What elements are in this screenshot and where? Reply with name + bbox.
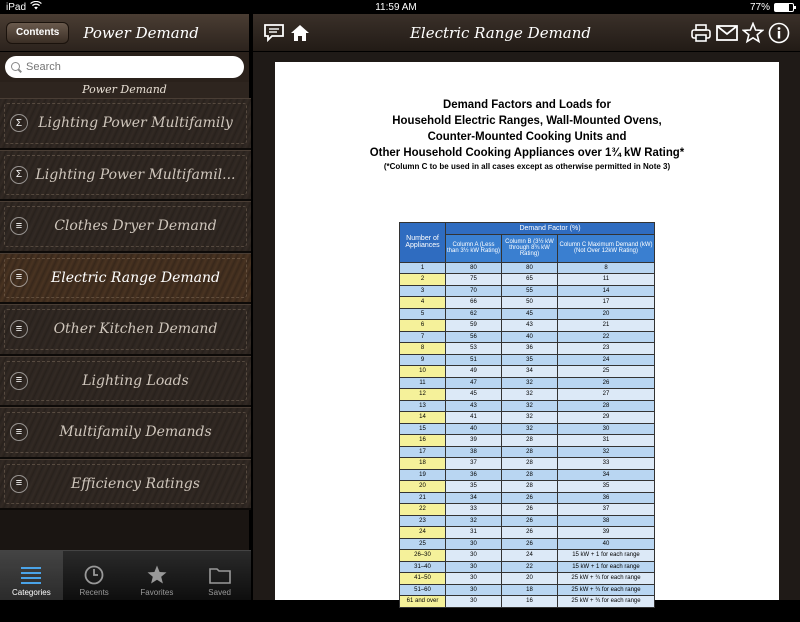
header-column-b: Column B (3½ kW through 8¾ kW Rating): [502, 234, 558, 262]
table-row: [400, 262, 655, 274]
comment-icon[interactable]: [261, 20, 287, 46]
list-icon: [20, 564, 42, 586]
favorite-star-icon[interactable]: [740, 20, 766, 46]
cell-column-b: 18: [502, 584, 558, 596]
cell-column-a: 59: [446, 320, 502, 332]
tab-label: Favorites: [140, 588, 174, 597]
tab-recents[interactable]: [63, 551, 126, 600]
cell-appliances: 51–60: [400, 584, 446, 596]
sidebar-item-label: Clothes Dryer Demand: [54, 218, 217, 235]
sidebar-item-label: Lighting Power Multifamily: [38, 115, 233, 132]
header-number: Number of Appliances: [400, 223, 446, 263]
cell-column-c: 26: [558, 377, 655, 389]
cell-column-c: 8: [558, 262, 655, 274]
cell-column-a: 30: [446, 584, 502, 596]
cell-column-c: 40: [558, 538, 655, 550]
cell-column-a: 53: [446, 343, 502, 355]
tab-favorites[interactable]: [126, 551, 189, 600]
cell-column-a: 70: [446, 285, 502, 297]
cell-appliances: 25: [400, 538, 446, 550]
cell-column-a: 36: [446, 469, 502, 481]
cell-appliances: 2: [400, 274, 446, 286]
cell-column-c: 21: [558, 320, 655, 332]
cell-column-c: 25 kW + ¾ for each range: [558, 596, 655, 608]
cell-appliances: 15: [400, 423, 446, 435]
cell-column-b: 32: [502, 423, 558, 435]
tab-label: Categories: [12, 588, 51, 597]
folder-icon: [209, 564, 231, 586]
cell-column-b: 32: [502, 377, 558, 389]
device-name: iPad: [6, 1, 27, 13]
demand-factor-table: [399, 222, 655, 608]
table-row: [400, 515, 655, 527]
cell-appliances: 24: [400, 527, 446, 539]
cell-column-b: 26: [502, 492, 558, 504]
header-column-c: Column C Maximum Demand (kW) (Not Over 12kW Rating): [558, 234, 655, 262]
info-icon[interactable]: [766, 20, 792, 46]
cell-column-b: 80: [502, 262, 558, 274]
cell-column-c: 15 kW + 1 for each range: [558, 550, 655, 562]
cell-appliances: 41–50: [400, 573, 446, 585]
cell-column-a: 75: [446, 274, 502, 286]
cell-column-b: 28: [502, 469, 558, 481]
sigma-icon: Σ: [10, 114, 28, 132]
table-row: [400, 504, 655, 516]
table-row: [400, 538, 655, 550]
title-line: Counter-Mounted Cooking Units and: [427, 129, 627, 143]
lines-icon: ≡: [10, 475, 28, 493]
table-row: [400, 400, 655, 412]
cell-column-c: 14: [558, 285, 655, 297]
cell-column-a: 62: [446, 308, 502, 320]
cell-column-b: 50: [502, 297, 558, 309]
cell-appliances: 17: [400, 446, 446, 458]
cell-appliances: 9: [400, 354, 446, 366]
cell-column-c: 39: [558, 527, 655, 539]
lines-icon: ≡: [10, 217, 28, 235]
title-line: Other Household Cooking Appliances over 1¾ kW Rating*: [369, 145, 685, 159]
sidebar-item-6[interactable]: [0, 407, 251, 459]
cell-column-b: 32: [502, 400, 558, 412]
table-row: [400, 596, 655, 608]
table-row: [400, 389, 655, 401]
sidebar-title: Power Demand: [83, 23, 199, 42]
cell-column-c: 15 kW + 1 for each range: [558, 561, 655, 573]
sidebar-header: [0, 14, 249, 52]
cell-column-c: 30: [558, 423, 655, 435]
cell-column-c: 24: [558, 354, 655, 366]
cell-appliances: 10: [400, 366, 446, 378]
cell-column-a: 30: [446, 596, 502, 608]
status-left: [6, 1, 42, 13]
cell-column-b: 35: [502, 354, 558, 366]
cell-column-c: 31: [558, 435, 655, 447]
tab-label: Saved: [208, 588, 231, 597]
tab-saved[interactable]: [188, 551, 251, 600]
cell-column-a: 47: [446, 377, 502, 389]
tab-categories[interactable]: [0, 551, 63, 600]
cell-column-a: 30: [446, 561, 502, 573]
cell-appliances: 5: [400, 308, 446, 320]
tab-bar: [0, 550, 251, 600]
mail-icon[interactable]: [714, 20, 740, 46]
cell-appliances: 61 and over: [400, 596, 446, 608]
sidebar-item-label: Lighting Loads: [82, 372, 189, 389]
cell-column-b: 26: [502, 527, 558, 539]
table-row: [400, 285, 655, 297]
sidebar-item-label: Efficiency Ratings: [71, 475, 200, 492]
cell-column-b: 45: [502, 308, 558, 320]
search-bar: [0, 52, 249, 82]
lines-icon: ≡: [10, 320, 28, 338]
toolbar: [253, 14, 800, 52]
battery-icon: [774, 3, 794, 12]
cell-column-b: 32: [502, 389, 558, 401]
cell-column-b: 26: [502, 538, 558, 550]
cell-column-a: 34: [446, 492, 502, 504]
cell-column-a: 49: [446, 366, 502, 378]
cell-column-a: 39: [446, 435, 502, 447]
cell-column-a: 56: [446, 331, 502, 343]
table-row: [400, 354, 655, 366]
table-row: [400, 481, 655, 493]
cell-column-b: 32: [502, 412, 558, 424]
sidebar-item-3[interactable]: [0, 253, 251, 305]
header-column-a: Column A (Less than 3½ kW Rating): [446, 234, 502, 262]
cell-appliances: 18: [400, 458, 446, 470]
cell-column-c: 32: [558, 446, 655, 458]
cell-column-c: 20: [558, 308, 655, 320]
cell-appliances: 12: [400, 389, 446, 401]
cell-column-c: 34: [558, 469, 655, 481]
cell-column-b: 20: [502, 573, 558, 585]
cell-column-c: 33: [558, 458, 655, 470]
cell-column-b: 43: [502, 320, 558, 332]
cell-column-c: 27: [558, 389, 655, 401]
table-row: [400, 573, 655, 585]
battery-percent: 77%: [749, 1, 770, 13]
cell-column-c: 29: [558, 412, 655, 424]
cell-column-a: 32: [446, 515, 502, 527]
cell-appliances: 16: [400, 435, 446, 447]
cell-column-a: 37: [446, 458, 502, 470]
table-row: [400, 308, 655, 320]
cell-column-c: 23: [558, 343, 655, 355]
document-title: [288, 96, 767, 160]
cell-column-a: 30: [446, 538, 502, 550]
lines-icon: ≡: [10, 269, 28, 287]
table-row: [400, 366, 655, 378]
document-subtitle: (*Column C to be used in all cases except as otherwise permitted in Note 3): [383, 162, 671, 171]
status-bar: [0, 0, 800, 14]
sidebar-item-label: Multifamily Demands: [59, 424, 212, 441]
cell-column-a: 38: [446, 446, 502, 458]
cell-column-a: 33: [446, 504, 502, 516]
search-box[interactable]: [5, 56, 244, 78]
table-body: [400, 262, 655, 607]
battery-fill: [775, 4, 789, 11]
table-row: [400, 446, 655, 458]
cell-column-c: 11: [558, 274, 655, 286]
cell-column-b: 34: [502, 366, 558, 378]
home-icon[interactable]: [287, 20, 313, 46]
cell-column-c: 25 kW + ¾ for each range: [558, 584, 655, 596]
cell-column-b: 28: [502, 435, 558, 447]
cell-appliances: 4: [400, 297, 446, 309]
cell-column-c: 28: [558, 400, 655, 412]
sidebar-menu: [0, 98, 251, 510]
cell-column-a: 43: [446, 400, 502, 412]
cell-column-b: 26: [502, 515, 558, 527]
table-row: [400, 561, 655, 573]
header-demand-factor: Demand Factor (%): [446, 223, 655, 235]
sidebar-item-4[interactable]: [0, 304, 251, 356]
table-row: [400, 297, 655, 309]
cell-column-b: 22: [502, 561, 558, 573]
lines-icon: ≡: [10, 372, 28, 390]
cell-column-a: 40: [446, 423, 502, 435]
table-row: [400, 274, 655, 286]
cell-column-a: 30: [446, 550, 502, 562]
sidebar-item-7[interactable]: [0, 459, 251, 511]
cell-column-a: 66: [446, 297, 502, 309]
search-icon: [11, 62, 22, 73]
cell-column-b: 16: [502, 596, 558, 608]
clock-icon: [83, 564, 105, 586]
sidebar-item-2[interactable]: [0, 201, 251, 253]
table-row: [400, 320, 655, 332]
document-viewer[interactable]: [253, 52, 800, 622]
cell-column-b: 40: [502, 331, 558, 343]
cell-appliances: 31–40: [400, 561, 446, 573]
sidebar-item-label: Electric Range Demand: [51, 269, 220, 286]
table-row: [400, 527, 655, 539]
cell-column-a: 51: [446, 354, 502, 366]
cell-appliances: 22: [400, 504, 446, 516]
cell-column-a: 80: [446, 262, 502, 274]
cell-column-b: 65: [502, 274, 558, 286]
print-icon[interactable]: [688, 20, 714, 46]
cell-appliances: 7: [400, 331, 446, 343]
title-line: Demand Factors and Loads for: [443, 97, 611, 111]
cell-appliances: 11: [400, 377, 446, 389]
section-label: Power Demand: [0, 82, 249, 98]
notes-label: NOTES:: [353, 616, 376, 622]
cell-column-c: 37: [558, 504, 655, 516]
cell-column-b: 55: [502, 285, 558, 297]
cell-appliances: 3: [400, 285, 446, 297]
cell-column-c: 35: [558, 481, 655, 493]
table-row: [400, 469, 655, 481]
cell-column-a: 45: [446, 389, 502, 401]
sigma-icon: Σ: [10, 166, 28, 184]
cell-column-c: 17: [558, 297, 655, 309]
document-page: [275, 62, 779, 605]
cell-column-b: 28: [502, 446, 558, 458]
table-row: [400, 412, 655, 424]
sidebar-item-1[interactable]: [0, 150, 251, 202]
cell-column-a: 30: [446, 573, 502, 585]
cell-column-b: 28: [502, 481, 558, 493]
cell-column-c: 22: [558, 331, 655, 343]
cell-appliances: 1: [400, 262, 446, 274]
cell-appliances: 13: [400, 400, 446, 412]
star-icon: [146, 564, 168, 586]
cell-appliances: 6: [400, 320, 446, 332]
cell-appliances: 20: [400, 481, 446, 493]
cell-appliances: 19: [400, 469, 446, 481]
cell-column-c: 25: [558, 366, 655, 378]
cell-column-a: 35: [446, 481, 502, 493]
sidebar-item-label: Other Kitchen Demand: [53, 321, 218, 338]
table-row: [400, 458, 655, 470]
cell-appliances: 14: [400, 412, 446, 424]
main-panel: [253, 14, 800, 622]
cell-appliances: 26–30: [400, 550, 446, 562]
cell-column-a: 31: [446, 527, 502, 539]
cell-column-b: 28: [502, 458, 558, 470]
sidebar-item-5[interactable]: [0, 356, 251, 408]
cell-column-a: 41: [446, 412, 502, 424]
table-row: [400, 377, 655, 389]
page-title: Electric Range Demand: [409, 23, 591, 42]
table-row: [400, 423, 655, 435]
cell-appliances: 8: [400, 343, 446, 355]
contents-button[interactable]: Contents: [6, 22, 69, 44]
title-line: Household Electric Ranges, Wall-Mounted Ovens,: [392, 113, 662, 127]
cell-column-c: 38: [558, 515, 655, 527]
lines-icon: ≡: [10, 423, 28, 441]
table-row: [400, 584, 655, 596]
cell-appliances: 21: [400, 492, 446, 504]
sidebar-item-label: Lighting Power Multifamil...: [35, 166, 236, 183]
cell-column-b: 26: [502, 504, 558, 516]
status-right: [750, 2, 794, 13]
table-row: [400, 550, 655, 562]
cell-column-b: 36: [502, 343, 558, 355]
cell-appliances: 23: [400, 515, 446, 527]
tab-label: Recents: [79, 588, 109, 597]
table-row: [400, 435, 655, 447]
cell-column-b: 24: [502, 550, 558, 562]
table-row: [400, 492, 655, 504]
status-time: 11:59 AM: [375, 1, 417, 13]
cell-column-c: 25 kW + ¾ for each range: [558, 573, 655, 585]
search-input[interactable]: [26, 61, 226, 73]
wifi-icon: [30, 1, 42, 13]
table-row: [400, 343, 655, 355]
cell-column-c: 36: [558, 492, 655, 504]
table-row: [400, 331, 655, 343]
sidebar-item-0[interactable]: [0, 98, 251, 150]
